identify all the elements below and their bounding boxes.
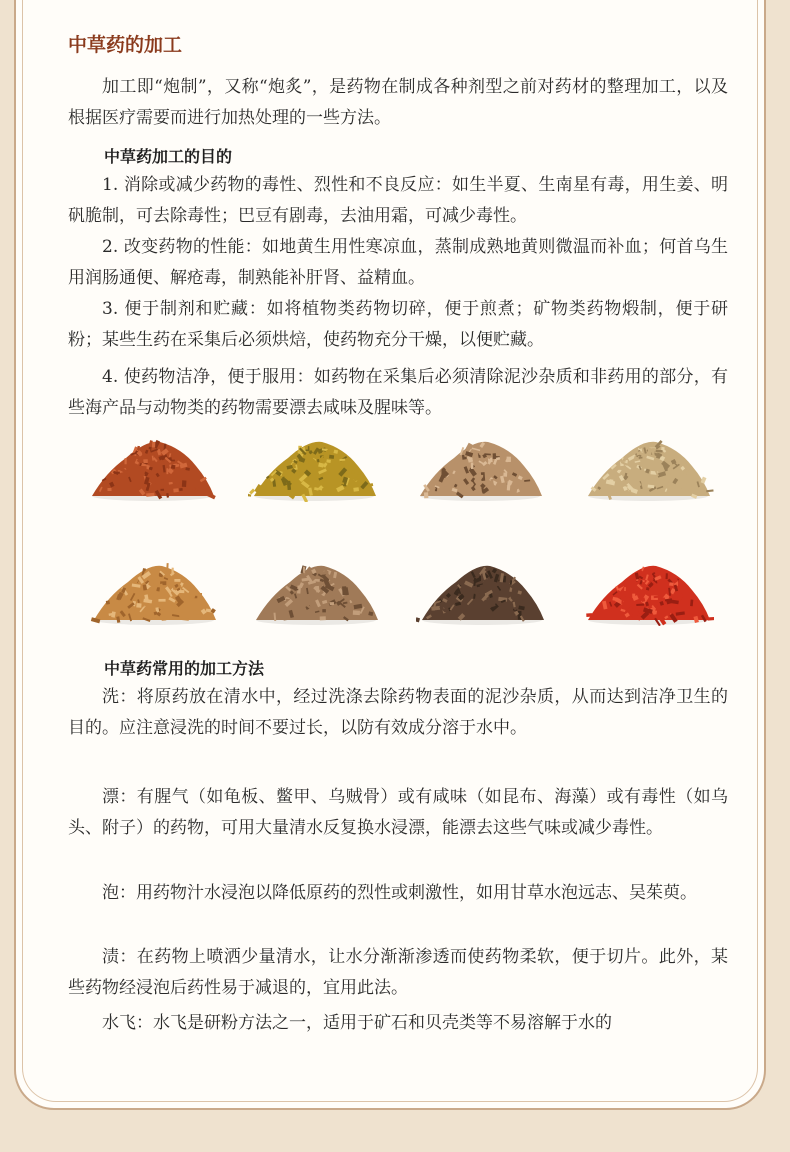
herb-image-1 <box>86 432 218 502</box>
herb-pile-dark-roots-icon <box>416 566 544 625</box>
intro-paragraph: 加工即“炮制”，又称“炮炙”，是药物在制成各种剂型之前对药材的整理加工，以及根据医疗需要而进行加热处理的一些方法。 <box>68 77 728 128</box>
purpose-item-3: 3. 便于制剂和贮藏：如将植物类药物切碎，便于煎煮；矿物类药物煅制，便于研粉；某些生药在采集后必须烘焙，使药物充分干燥，以便贮藏。 <box>68 299 728 350</box>
methods-heading: 中草药常用的加工方法 <box>104 659 265 678</box>
herb-image-4 <box>582 432 714 502</box>
herb-image-8 <box>582 556 714 626</box>
herb-image-3 <box>414 432 546 502</box>
purpose-item-4: 4. 使药物洁净，便于服用：如药物在采集后必须清除泥沙杂质和非药用的部分，有些海产品与动物类的药物需要漂去咸味及腥味等。 <box>68 367 728 418</box>
herb-image-6 <box>250 556 382 626</box>
method-soak: 泡：用药物汁水浸泡以降低原药的烈性或刺激性，如用甘草水泡远志、吴茱萸。 <box>102 883 697 903</box>
purpose-item-2: 2. 改变药物的性能：如地黄生用性寒凉血，蒸制成熟地黄则微温而补血；何首乌生用润肠通便、解疮毒，制熟能补肝肾、益精血。 <box>68 237 728 288</box>
method-rinse: 漂：有腥气（如龟板、鳖甲、乌贼骨）或有咸味（如昆布、海藻）或有毒性（如乌头、附子）的药物，可用大量清水反复换水浸漂，能漂去这些气味或减少毒性。 <box>68 787 728 838</box>
herb-image-5 <box>88 556 220 626</box>
purpose-heading: 中草药加工的目的 <box>104 147 233 166</box>
herb-pile-brown-powder-icon <box>256 565 378 625</box>
herb-pile-red-chips-icon <box>92 440 216 501</box>
method-wash: 洗：将原药放在清水中，经过洗涤去除药物表面的泥沙杂质，从而达到洁净卫生的目的。应注意浸洗的时间不要过长，以防有效成分溶于水中。 <box>68 687 728 738</box>
herb-pile-scarlet-chips-icon <box>586 566 714 626</box>
method-moisten: 渍：在药物上喷洒少量清水，让水分渐渐渗透而使药物柔软，便于切片。此外，某些药物经浸泡后药性易于减退的，宜用此法。 <box>68 947 728 998</box>
method-water-grinding: 水飞：水飞是研粉方法之一，适用于矿石和贝壳类等不易溶解于水的 <box>102 1013 612 1033</box>
herb-image-7 <box>416 556 548 626</box>
section-title: 中草药的加工 <box>68 34 183 56</box>
herb-pile-straw-fibers-icon <box>588 440 714 501</box>
herb-pile-tan-shavings-icon <box>91 563 216 625</box>
herb-image-2 <box>248 432 380 502</box>
herb-pile-yellow-chips-icon <box>248 442 376 502</box>
herb-pile-beige-slices-icon <box>420 442 542 501</box>
purpose-item-1: 1. 消除或减少药物的毒性、烈性和不良反应：如生半夏、生南星有毒，用生姜、明矾脆制，可去除毒性；巴豆有剧毒，去油用霜，可减少毒性。 <box>68 175 728 226</box>
